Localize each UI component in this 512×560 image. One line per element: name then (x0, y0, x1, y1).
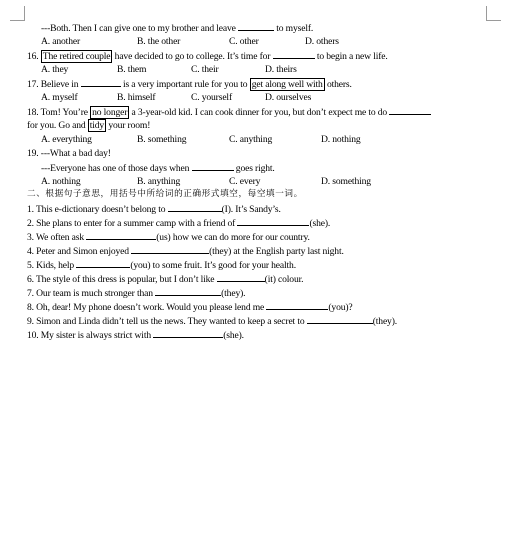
question-18-continued: for you. Go and tidy your room! (27, 120, 151, 131)
option-c: C. every (229, 176, 261, 187)
option-d: D. theirs (265, 64, 297, 75)
question-16: 16. The retired couple have decided to go to college. It’s time for to begin a new life. (27, 51, 388, 62)
option-d: D. something (321, 176, 371, 187)
fill-item-2: 2. She plans to enter for a summer camp with a friend of (she). (27, 218, 331, 229)
answer-blank[interactable] (168, 202, 222, 212)
answer-blank[interactable] (389, 105, 431, 115)
highlighted-phrase: tidy (89, 120, 105, 131)
section-heading: 二、根据句子意思，用括号中所给词的正确形式填空，每空填一词。 (27, 189, 303, 199)
option-a: A. myself (41, 92, 78, 103)
answer-blank[interactable] (155, 286, 221, 296)
option-b: B. something (137, 134, 187, 145)
option-c: C. yourself (191, 92, 232, 103)
page-corner-mark-left (10, 6, 25, 21)
fill-item-9: 9. Simon and Linda didn’t tell us the news. They wanted to keep a secret to (they). (27, 316, 397, 327)
option-a: A. nothing (41, 176, 81, 187)
answer-blank[interactable] (238, 21, 274, 31)
highlighted-phrase: no longer (92, 107, 128, 118)
answer-blank[interactable] (81, 77, 121, 87)
option-c: C. anything (229, 134, 273, 145)
fill-item-8: 8. Oh, dear! My phone doesn’t work. Would you please lend me (you)? (27, 302, 353, 313)
fill-item-6: 6. The style of this dress is popular, but I don’t like (it) colour. (27, 274, 304, 285)
fill-item-5: 5. Kids, help (you) to some fruit. It’s good for your health. (27, 260, 296, 271)
answer-blank[interactable] (192, 161, 234, 171)
fill-item-10: 10. My sister is always strict with (she). (27, 330, 244, 341)
question-19: 19. ---What a bad day! (27, 148, 111, 159)
fill-item-4: 4. Peter and Simon enjoyed (they) at the English party last night. (27, 246, 344, 257)
fill-item-3: 3. We often ask (us) how we can do more for our country. (27, 232, 310, 243)
question-18: 18. Tom! You’re no longer a 3-year-old kid. I can cook dinner for you, but don’t expect me to do (27, 105, 431, 119)
option-c: C. their (191, 64, 219, 75)
page-corner-mark-right (486, 6, 501, 21)
option-d: D. nothing (321, 134, 361, 145)
answer-blank[interactable] (237, 216, 309, 226)
option-c: C. other (229, 36, 259, 47)
answer-blank[interactable] (76, 258, 130, 268)
question-15: ---Both. Then I can give one to my brother and leave to myself. (41, 23, 314, 34)
option-b: B. the other (137, 36, 181, 47)
fill-item-7: 7. Our team is much stronger than (they). (27, 288, 246, 299)
option-b: B. himself (117, 92, 156, 103)
question-19-continued: ---Everyone has one of those days when goes right. (41, 163, 275, 174)
option-a: A. they (41, 64, 69, 75)
question-17: 17. Believe in is a very important rule for you to get along well with others. (27, 79, 352, 90)
answer-blank[interactable] (153, 328, 223, 338)
option-b: B. anything (137, 176, 181, 187)
option-b: B. them (117, 64, 147, 75)
answer-blank[interactable] (217, 272, 265, 282)
option-a: A. another (41, 36, 80, 47)
option-a: A. everything (41, 134, 92, 145)
highlighted-phrase: get along well with (251, 79, 323, 90)
answer-blank[interactable] (266, 300, 328, 310)
answer-blank[interactable] (307, 314, 373, 324)
highlighted-phrase: The retired couple (42, 51, 111, 62)
answer-blank[interactable] (273, 49, 315, 59)
answer-blank[interactable] (131, 244, 209, 254)
answer-blank[interactable] (86, 230, 156, 240)
fill-item-1: 1. This e-dictionary doesn’t belong to (I). It’s Sandy’s. (27, 204, 281, 215)
option-d: D. ourselves (265, 92, 312, 103)
option-d: D. others (305, 36, 339, 47)
